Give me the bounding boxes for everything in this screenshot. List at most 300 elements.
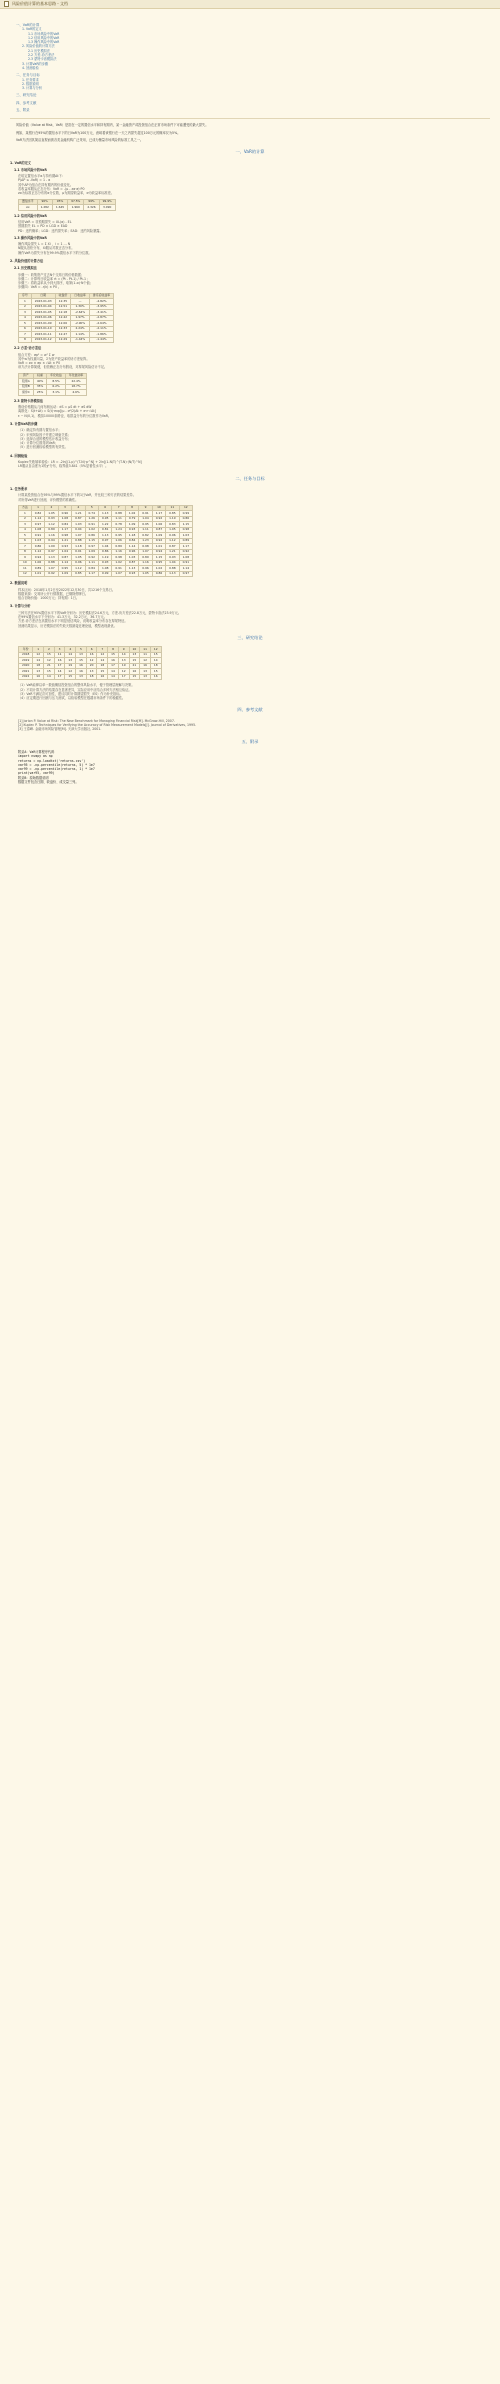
table-cell: -1.44% bbox=[89, 337, 113, 343]
table-cell: 1.03 bbox=[72, 522, 85, 528]
table-cell: 6 bbox=[19, 538, 32, 544]
paragraph: 风险价值（Value at Risk，VaR）是指在一定的置信水平和持有期内，某一金融资产或投资组合在正常市场条件下可能遭受的最大损失。 bbox=[16, 123, 209, 128]
table-cell: 14 bbox=[108, 669, 119, 675]
chapter-4 bbox=[10, 708, 490, 731]
section-title: 3. 计算VaR的步骤 bbox=[10, 421, 38, 426]
column-header: 方法 bbox=[19, 505, 32, 511]
chapter-2 bbox=[10, 477, 490, 628]
subsection-title: 2.1 历史模拟法 bbox=[14, 266, 37, 271]
table-cell: 1.01 bbox=[31, 571, 44, 577]
toc-link[interactable]: 1.1 市场风险中的VaR bbox=[28, 31, 60, 36]
table-cell: 0.85 bbox=[72, 571, 85, 577]
table-cell: 0.95 bbox=[112, 533, 125, 539]
table-cell: 2 bbox=[19, 516, 32, 522]
table-cell: 12.35 bbox=[55, 299, 71, 305]
toc-link[interactable]: 4. 回测检验 bbox=[22, 65, 39, 70]
table-cell: 16 bbox=[76, 669, 87, 675]
text-line: 回测结果显示，历史模拟法的失败天数最接近理论值，模型表现最优。 bbox=[18, 623, 117, 628]
reference-item: [2] Kupiec P. Techniques for Verifying the Accuracy of Risk Measurement Models[J]. Journal of Derivatives, 1995. bbox=[18, 723, 197, 728]
table-cell: 1.11 bbox=[139, 527, 152, 533]
table-cell: 1.05 bbox=[45, 511, 58, 517]
table-cell: 1.08 bbox=[31, 527, 44, 533]
toc-link[interactable]: 一、VaR的计算 bbox=[16, 23, 40, 27]
table-cell: 1.06 bbox=[31, 560, 44, 566]
table-cell: 4 bbox=[19, 315, 32, 321]
column-header: 3 bbox=[54, 647, 65, 653]
table-cell: 0.93 bbox=[98, 560, 111, 566]
table-row bbox=[19, 337, 114, 343]
column-header: 11 bbox=[140, 647, 151, 653]
text-line: 步骤二：计算每日收益率 rt = (Pt - Pt-1) / Pt-1 ； bbox=[18, 276, 91, 281]
column-header: 收盘价 bbox=[55, 293, 71, 299]
table-cell: 0.95 bbox=[58, 566, 71, 572]
table-cell: 0.86 bbox=[31, 544, 44, 550]
table-cell: 1.97% bbox=[71, 315, 90, 321]
table-cell: 1.17 bbox=[179, 544, 192, 550]
table-cell: 12.06 bbox=[55, 321, 71, 327]
table-cell: 8 bbox=[19, 337, 32, 343]
table-cell: 0.79 bbox=[125, 516, 138, 522]
table-cell: 5 bbox=[19, 533, 32, 539]
column-header: 6 bbox=[86, 647, 97, 653]
table-cell: 0.94 bbox=[72, 527, 85, 533]
table-cell: 11 bbox=[54, 652, 65, 658]
table-cell: 1.13 bbox=[166, 571, 179, 577]
code-line: 数据文件包含日期、收盘价、成交量三列。 bbox=[18, 780, 79, 785]
table-cell: 0.89 bbox=[45, 527, 58, 533]
toc-link[interactable]: 2.3 蒙特卡洛模拟法 bbox=[28, 57, 57, 62]
text-line: 计算某投资组合在95%与99%置信水平下的1日VaR，并比较三种方法的结果差异。 bbox=[18, 493, 136, 498]
toc-link[interactable]: 四、参考文献 bbox=[16, 100, 37, 105]
text-line: （2）不同计算方法的结果存在显著差异，实际应用中应结合多种方法相互验证。 bbox=[18, 687, 132, 692]
table-cell: 0.93 bbox=[166, 555, 179, 561]
table-cell: 16 bbox=[97, 674, 108, 680]
data-table bbox=[18, 646, 162, 680]
column-header: 年化收益 bbox=[47, 373, 66, 379]
table-cell: 9 bbox=[19, 555, 32, 561]
table-cell: 2023-01-05 bbox=[31, 310, 55, 316]
table-cell: 17 bbox=[108, 663, 119, 669]
table-cell: 1.12 bbox=[166, 538, 179, 544]
table-cell: 12.18 bbox=[55, 310, 71, 316]
text-line: 预期损失 EL = PD × LGD × EAD bbox=[18, 224, 68, 229]
text-line: 在给定置信水平α与持有期Δt下： bbox=[18, 174, 65, 179]
text-line: 三种方法在95%置信水平下的VaR分别为：历史模拟法24.6万元，方差-协方差法22.8万元，蒙特卡洛法23.9万元。 bbox=[18, 610, 182, 615]
table-row bbox=[19, 205, 116, 211]
table-cell: 1.13 bbox=[98, 511, 111, 517]
chapter-title: 一、VaR的计算 bbox=[235, 149, 265, 155]
column-header: 7 bbox=[112, 505, 125, 511]
table-cell: 18 bbox=[150, 663, 161, 669]
column-header: 资产 bbox=[19, 373, 34, 379]
table-cell: -2.90% bbox=[71, 321, 90, 327]
text-line: 信用VaR = 非预期损失 = UL(α) - EL bbox=[18, 219, 72, 224]
table-cell: 16 bbox=[129, 669, 140, 675]
table-cell: 0.97 bbox=[85, 544, 98, 550]
toc-link[interactable]: 2.2 方差-协方差法 bbox=[28, 53, 55, 58]
text-line: 假设价格服从几何布朗运动：dS = μS dt + σS dW bbox=[18, 405, 92, 410]
window-title: 风险价值计算的基本思路 - 文档 bbox=[12, 0, 68, 6]
table-cell: 16 bbox=[33, 674, 44, 680]
table-cell: 0.98 bbox=[139, 544, 152, 550]
text-line: ε ~ N(0,1)，模拟10000条路径，取损益分布的分位数作为VaR。 bbox=[18, 413, 112, 418]
table-cell: 1.23 bbox=[139, 538, 152, 544]
table-cell: 1.16 bbox=[45, 533, 58, 539]
table-cell: 1.21 bbox=[58, 538, 71, 544]
column-header: 9 bbox=[118, 647, 129, 653]
table-cell: 15 bbox=[44, 652, 55, 658]
table-cell: 1.01 bbox=[152, 544, 165, 550]
column-header: 12 bbox=[179, 505, 192, 511]
chapter-title: 四、参考文献 bbox=[237, 707, 263, 713]
chapter-5 bbox=[10, 740, 490, 785]
text-line: （4）应定期进行回测与压力测试，以检验模型在极端市场条件下的稳健性。 bbox=[18, 696, 126, 701]
table-cell: 1.960 bbox=[68, 205, 84, 211]
table-cell: 1.02 bbox=[152, 566, 165, 572]
text-line: 方差-协方差法在高置信水平下明显低估风险，说明收益率分布存在厚尾特征。 bbox=[18, 619, 128, 624]
table-cell: 15 bbox=[129, 674, 140, 680]
table-cell: 0.93 bbox=[45, 516, 58, 522]
column-header: 10 bbox=[129, 647, 140, 653]
table-cell: 0.82 bbox=[139, 533, 152, 539]
text-line: N服从泊松分布，Xi服从对数正态分布。 bbox=[18, 246, 75, 251]
table-cell: 1.04 bbox=[166, 560, 179, 566]
table-cell: 0.87 bbox=[72, 516, 85, 522]
table-cell: 2023-01-10 bbox=[31, 326, 55, 332]
subsection-title: 2.2 方差-协方差法 bbox=[14, 346, 42, 351]
toc-link[interactable]: 2. 数据说明 bbox=[22, 81, 39, 86]
chapter-title: 五、附录 bbox=[241, 738, 259, 744]
table-cell: 0.97 bbox=[98, 538, 111, 544]
table-cell: 16 bbox=[108, 658, 119, 664]
table-cell: 0.74 bbox=[85, 511, 98, 517]
table-cell: 8 bbox=[19, 549, 32, 555]
table-cell: 1.17 bbox=[58, 527, 71, 533]
table-cell: 10 bbox=[19, 560, 32, 566]
table-cell: -2.87% bbox=[89, 315, 113, 321]
table-cell: -4.82% bbox=[89, 299, 113, 305]
column-header: 2 bbox=[44, 647, 55, 653]
code-line: var99 = -np.percentile(returns, 1) * 1e7 bbox=[18, 767, 95, 772]
table-cell: 1.08 bbox=[58, 516, 71, 522]
table-cell: 8.5% bbox=[47, 379, 66, 385]
table-cell: 15 bbox=[44, 669, 55, 675]
table-cell: 0.89 bbox=[31, 566, 44, 572]
table-cell: 1.08 bbox=[98, 566, 111, 572]
table-cell: 22.4% bbox=[65, 379, 86, 385]
table-cell: 1.16 bbox=[139, 560, 152, 566]
text-line: 对所得VaR进行回测，评价模型的准确性。 bbox=[18, 497, 79, 502]
table-cell: 0.89 bbox=[179, 538, 192, 544]
table-cell: 12 bbox=[44, 658, 55, 664]
table-cell: 1.02 bbox=[125, 511, 138, 517]
table-cell: 1.09 bbox=[152, 533, 165, 539]
table-cell: 13 bbox=[76, 652, 87, 658]
table-cell: 1.09 bbox=[125, 522, 138, 528]
subsection-title: 2.3 蒙特卡洛模拟法 bbox=[14, 398, 44, 403]
text-line: （1）确定持有期与置信水平； bbox=[18, 428, 62, 433]
toc-link[interactable]: 二、任务与目标 bbox=[16, 73, 40, 78]
table-cell: 0.94 bbox=[31, 555, 44, 561]
table-cell: 2023-01-03 bbox=[31, 299, 55, 305]
column-header: 5 bbox=[85, 505, 98, 511]
table-cell: 1.12 bbox=[31, 549, 44, 555]
toc-link[interactable]: 三、研究结论 bbox=[16, 93, 37, 98]
table-cell: 1.26 bbox=[85, 516, 98, 522]
column-header: 日期 bbox=[31, 293, 55, 299]
text-line: zα为标准正态分布的α分位数，μ为期望收益率，σ为收益率标准差。 bbox=[18, 191, 114, 196]
section-title: 3. 计算与分析 bbox=[10, 604, 31, 609]
table-cell: 0.97 bbox=[31, 522, 44, 528]
table-cell: 5 bbox=[19, 321, 32, 327]
table-cell: 1.15 bbox=[85, 538, 98, 544]
table-cell: 0.91 bbox=[31, 533, 44, 539]
reference-item: [3] 王春峰. 金融市场风险管理[M]. 天津大学出版社, 2001. bbox=[18, 727, 102, 732]
section-title: 2. 数据说明 bbox=[10, 581, 28, 586]
table-cell: 0.92 bbox=[152, 538, 165, 544]
table-cell: 15 bbox=[108, 652, 119, 658]
table-cell: 1.09 bbox=[45, 544, 58, 550]
table-cell: 2022 bbox=[19, 674, 33, 680]
toc-link[interactable]: 3. 计算与分析 bbox=[22, 86, 42, 91]
table-cell: 0.89 bbox=[139, 555, 152, 561]
table-cell: 1.14% bbox=[71, 332, 90, 338]
toc-link[interactable]: 2. 风险价值的计算方法 bbox=[22, 44, 55, 49]
text-line: LR服从自由度为1的χ²分布，临界值3.841（5%显著性水平）。 bbox=[18, 464, 109, 469]
chapter-1 bbox=[10, 150, 490, 468]
table-cell: 1.19 bbox=[98, 555, 111, 561]
section-title: 1. VaR的定义 bbox=[10, 160, 31, 165]
table-cell: 0.88 bbox=[72, 538, 85, 544]
table-cell: 0.91 bbox=[139, 511, 152, 517]
title-bar bbox=[0, 0, 500, 9]
table-cell: 19 bbox=[65, 663, 76, 669]
code-line: var95 = -np.percentile(returns, 5) * 1e7 bbox=[18, 762, 95, 767]
table-cell: 0.92 bbox=[152, 516, 165, 522]
table-cell: 1.13 bbox=[45, 555, 58, 561]
table-cell: 14 bbox=[65, 652, 76, 658]
column-header: 4 bbox=[65, 647, 76, 653]
table-cell: 1.282 bbox=[37, 205, 52, 211]
table-cell: 0.84 bbox=[125, 538, 138, 544]
table-cell: 0.92 bbox=[85, 555, 98, 561]
column-header: 1 bbox=[31, 505, 44, 511]
table-cell: 12.51 bbox=[55, 304, 71, 310]
table-cell: -1.44% bbox=[71, 337, 90, 343]
table-cell: 12.29 bbox=[55, 337, 71, 343]
table-cell: 12 bbox=[140, 658, 151, 664]
text-line: 步骤三：将收益率从小到大排序，取第(1-α)·N个值； bbox=[18, 281, 93, 286]
table-cell: 0.91 bbox=[112, 566, 125, 572]
table-row bbox=[19, 571, 193, 577]
table-cell: 1.13 bbox=[98, 533, 111, 539]
text-line: （4）计算分位数得到VaR； bbox=[18, 441, 59, 446]
toc-link[interactable]: 1. 任务要求 bbox=[22, 77, 39, 82]
toc-link[interactable]: 2.1 历史模拟法 bbox=[28, 48, 51, 53]
code-line: 附录B：原始数据说明 bbox=[18, 775, 49, 780]
table-cell: 1.11 bbox=[112, 516, 125, 522]
toc-link[interactable]: 3. 计算VaR的步骤 bbox=[22, 61, 49, 66]
table-cell: 债券C bbox=[19, 390, 34, 396]
table-cell: 1.11 bbox=[85, 560, 98, 566]
table-cell: 0.96 bbox=[58, 511, 71, 517]
table-of-contents bbox=[16, 23, 490, 112]
table-cell: 18 bbox=[86, 674, 97, 680]
table-cell: 0.99 bbox=[179, 511, 192, 517]
table-cell: 13 bbox=[140, 674, 151, 680]
column-header: 8 bbox=[125, 505, 138, 511]
table-cell: 0.98 bbox=[179, 527, 192, 533]
table-cell: 2021 bbox=[19, 669, 33, 675]
table-cell: 1.17 bbox=[85, 571, 98, 577]
table-cell: 11 bbox=[140, 652, 151, 658]
section-title: 2. 风险价值的计算方法 bbox=[10, 258, 44, 263]
table-cell: 0.88 bbox=[112, 511, 125, 517]
toc-link[interactable]: 五、附录 bbox=[16, 108, 30, 113]
table-cell: 0.91 bbox=[85, 522, 98, 528]
table-cell: 2023-01-06 bbox=[31, 315, 55, 321]
table-cell: 1.21 bbox=[166, 549, 179, 555]
table-cell: 13 bbox=[118, 658, 129, 664]
table-cell: 0.87 bbox=[166, 544, 179, 550]
table-cell: 12.47 bbox=[55, 332, 71, 338]
text-line: （3）选择合适的模型估计收益分布； bbox=[18, 436, 72, 441]
table-cell: 1.14 bbox=[31, 516, 44, 522]
table-cell: 0.97 bbox=[179, 571, 192, 577]
table-cell: 2 bbox=[19, 304, 32, 310]
table-cell: 13 bbox=[129, 652, 140, 658]
table-cell: 0.92 bbox=[179, 549, 192, 555]
table-cell: 股票A bbox=[19, 379, 34, 385]
subsection-title: 1.3 操作风险中的VaR bbox=[14, 235, 47, 240]
table-cell: 14 bbox=[33, 658, 44, 664]
table-cell: 0.83 bbox=[166, 522, 179, 528]
text-line: （2）识别风险因子并建立映射关系； bbox=[18, 432, 72, 437]
code-line: 附录A：VaR计算程序代码 bbox=[18, 749, 55, 754]
table-cell: 1.16 bbox=[112, 549, 125, 555]
column-header: 日收益率 bbox=[71, 293, 90, 299]
table-cell: 1.13 bbox=[125, 566, 138, 572]
table-cell: -2.64% bbox=[89, 321, 113, 327]
text-line: 其中ΔP为组合在持有期内的价值变化。 bbox=[18, 182, 74, 187]
table-cell: 15 bbox=[76, 658, 87, 664]
table-cell: 0.87 bbox=[58, 555, 71, 561]
chapter-title: 三、研究结论 bbox=[237, 634, 263, 640]
column-header: 4 bbox=[72, 505, 85, 511]
table-cell: 0.94 bbox=[45, 538, 58, 544]
table-cell: 0.88 bbox=[45, 560, 58, 566]
table-cell: 0.86 bbox=[179, 516, 192, 522]
table-cell: -1.86% bbox=[89, 332, 113, 338]
table-cell: 1.07 bbox=[139, 549, 152, 555]
toc-link[interactable]: 1.2 信用风险中的VaR bbox=[28, 35, 60, 40]
column-header: 99% bbox=[84, 199, 99, 205]
table-cell: 1.18 bbox=[72, 544, 85, 550]
text-line: 步骤四：VaR = -r(k) × P0 。 bbox=[18, 285, 62, 290]
table-cell: 12 bbox=[65, 669, 76, 675]
divider bbox=[10, 118, 490, 119]
table-cell: 13 bbox=[65, 658, 76, 664]
table-cell: 1.14 bbox=[125, 544, 138, 550]
table-cell: 0.85 bbox=[166, 511, 179, 517]
table-cell: 20 bbox=[86, 663, 97, 669]
table-cell: 18.7% bbox=[65, 384, 86, 390]
table-cell: 1.06 bbox=[152, 522, 165, 528]
table-cell: 1.19 bbox=[166, 516, 179, 522]
table-cell: 0.94 bbox=[152, 549, 165, 555]
text-line: （5）进行回测检验模型的有效性。 bbox=[18, 445, 68, 450]
text-line: VaR = zα × σp × √Δt × P0 bbox=[18, 361, 61, 366]
table-cell: 2023-01-12 bbox=[31, 337, 55, 343]
table-cell: 25% bbox=[33, 390, 46, 396]
text-line: 若收益率服从正态分布：VaR = -(μ - zα·σ)·P0 bbox=[18, 187, 85, 192]
table-cell: 12 bbox=[33, 652, 44, 658]
table-cell: 1 bbox=[19, 299, 32, 305]
table-cell: 2018 bbox=[19, 652, 33, 658]
table-cell: 1.05 bbox=[139, 571, 152, 577]
column-header: 年份 bbox=[19, 647, 33, 653]
table-cell: 0.86 bbox=[85, 533, 98, 539]
table-cell: 13 bbox=[76, 674, 87, 680]
table-cell: 0.96 bbox=[72, 560, 85, 566]
column-header: 序号 bbox=[19, 293, 32, 299]
table-cell: 0.95 bbox=[98, 516, 111, 522]
table-cell: 1.07 bbox=[112, 571, 125, 577]
text-line: 组合初始价值：1000万元；持有期：1日。 bbox=[18, 596, 80, 601]
table-cell: 15 bbox=[150, 652, 161, 658]
column-header: 5 bbox=[76, 647, 87, 653]
toc-link[interactable]: 1. VaR的定义 bbox=[22, 27, 42, 32]
table-cell: zα bbox=[19, 205, 38, 211]
column-header: 97.5% bbox=[68, 199, 84, 205]
table-cell: 1.07 bbox=[72, 533, 85, 539]
table-cell: 1.24 bbox=[112, 527, 125, 533]
table-cell: 1.30% bbox=[71, 304, 90, 310]
table-cell: 3.090 bbox=[99, 205, 115, 211]
table-cell: 0.95 bbox=[139, 522, 152, 528]
table-cell: 6.2% bbox=[47, 384, 66, 390]
table-cell: 1.08 bbox=[179, 555, 192, 561]
table-cell: 16 bbox=[86, 652, 97, 658]
text-line: Kupiec失败频率检验：LR = -2ln[(1-p)^(T-N)·p^N] + 2ln[(1-N/T)^(T-N)·(N/T)^N] bbox=[18, 460, 142, 465]
table-cell: 1.14 bbox=[179, 566, 192, 572]
table-cell: 2023-01-11 bbox=[31, 332, 55, 338]
table-cell: 13 bbox=[86, 669, 97, 675]
column-header: 11 bbox=[166, 505, 179, 511]
table-cell: 1.04 bbox=[58, 549, 71, 555]
table-row bbox=[19, 674, 162, 680]
table-cell: 6 bbox=[19, 326, 32, 332]
column-header: 置信水平 bbox=[19, 199, 38, 205]
table-cell: -3.41% bbox=[89, 310, 113, 316]
paragraph: VaR方法因其简洁直观而被各类金融机构广泛采用，已成为衡量市场风险的标准工具之一。 bbox=[16, 137, 144, 142]
table-cell: 0.89 bbox=[112, 544, 125, 550]
toc-link[interactable]: 1.3 操作风险中的VaR bbox=[28, 40, 60, 45]
table-cell: 0.88 bbox=[166, 566, 179, 572]
text-line: 离散化：S(t+Δt) = S(t)·exp[(μ - σ²/2)Δt + σ·ε·√Δt] bbox=[18, 409, 96, 414]
table-cell: 0.86 bbox=[98, 549, 111, 555]
table-cell: 0.98 bbox=[58, 533, 71, 539]
table-cell: 40% bbox=[33, 379, 46, 385]
table-cell: 0.93 bbox=[125, 527, 138, 533]
table-cell: 1.04 bbox=[139, 516, 152, 522]
document-icon bbox=[4, 1, 9, 7]
column-header: 7 bbox=[97, 647, 108, 653]
table-cell: 13 bbox=[140, 669, 151, 675]
text-line: PD：违约概率；LGD：违约损失率；EAD：违约风险暴露。 bbox=[18, 228, 103, 233]
table-cell: 2023-01-09 bbox=[31, 321, 55, 327]
column-header: 1 bbox=[33, 647, 44, 653]
